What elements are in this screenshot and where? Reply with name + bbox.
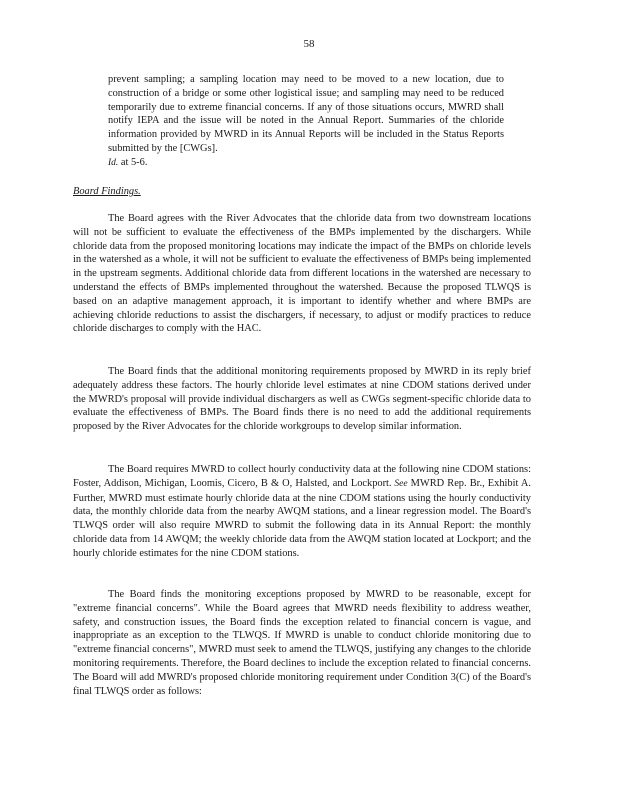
block-quote [108, 73, 504, 171]
quote-text: prevent sampling; a sampling location may need to be moved to a new location, due to construction of a bridge or some other logistical issue; and sampling may need to be reduced temporarily due to extreme financial concerns. If any of those situations occurs, MWRD shall notify IEPA and the issue will be noted in the Annual Report. Summaries of the chloride information provided by MWRD in its Annual Reports will be included in the Status Reports submitted by the [CWGs]. [108, 74, 504, 154]
paragraph-1: The Board agrees with the River Advocates that the chloride data from two downstream locations will not be sufficient to evaluate the effectiveness of the BMPs implemented by the dischargers. While chloride data from the proposed monitoring locations may indicate the impact of the BMPs on chloride levels in the watershed as a whole, it will not be sufficient to evaluate the effectiveness of BMPs being implemented in the upstream segments. Additional chloride data from different locations in the watershed are necessary to understand the effects of BMPs implemented throughout the watershed. Because the proposed TLWQS is based on an adaptive management approach, it is important to identify whether and where BMPs are achieving chloride reductions to assist the dischargers, if necessary, to adjust or modify practices to reduce chloride discharges to comply with the HAC. [73, 213, 531, 335]
section-heading: Board Findings. [73, 186, 141, 197]
paragraph-3-text-b: MWRD Rep. Br., Exhibit A. Further, MWRD must estimate hourly chloride data at the nine CDOM stations using the hourly conductivity data, the monthly chloride data from the nearby AWQM stations, and a linear regression model. The Board's TLWQS order will also require MWRD to submit the following data in its Annual Report: the monthly chloride data from 14 AWQM; the weekly chloride data from the AWQM station located at Lockport; and the hourly chloride estimates for the nine CDOM stations. [73, 477, 532, 559]
paragraph-3-text-a: The Board requires MWRD to collect hourly conductivity data at the following nine CDOM stations: Foster, Addison, Michigan, Loomis, Cicero, B & O, Halsted, and Lockport. [73, 464, 531, 489]
paragraph-2: The Board finds that the additional monitoring requirements proposed by MWRD in its reply brief adequately address these factors. The hourly chloride level estimates at nine CDOM stations derived under the MWRD's proposal will provide individual dischargers as well as CWGs segment-specific chloride data to evaluate the effectiveness of BMPs. The Board finds there is no need to add the additional requirements proposed by the River Advocates for the chloride workgroups to develop similar information. [73, 366, 531, 433]
page-number: 58 [303, 38, 315, 50]
quote-citation: Id. [108, 157, 119, 168]
quote-citation-pages: at 5-6. [118, 156, 148, 168]
see-signal: See [391, 478, 408, 489]
paragraph-4: The Board finds the monitoring exceptions proposed by MWRD to be reasonable, except for "extreme financial concerns". While the Board agrees that MWRD needs flexibility to address weather, safety, and construction issues, the Board finds the exception related to financial concern is vague, and inappropriate as an exception to the TLWQS. If MWRD is unable to conduct chloride monitoring due to "extreme financial concerns", MWRD must seek to amend the TLWQS, justifying any changes to the chloride monitoring requirements. Therefore, the Board declines to include the exception related to financial concerns. The Board will add MWRD's proposed chloride monitoring requirement under Condition 3(C) of the Board's final TLWQS order as follows: [73, 589, 531, 697]
paragraph-3 [73, 463, 531, 561]
